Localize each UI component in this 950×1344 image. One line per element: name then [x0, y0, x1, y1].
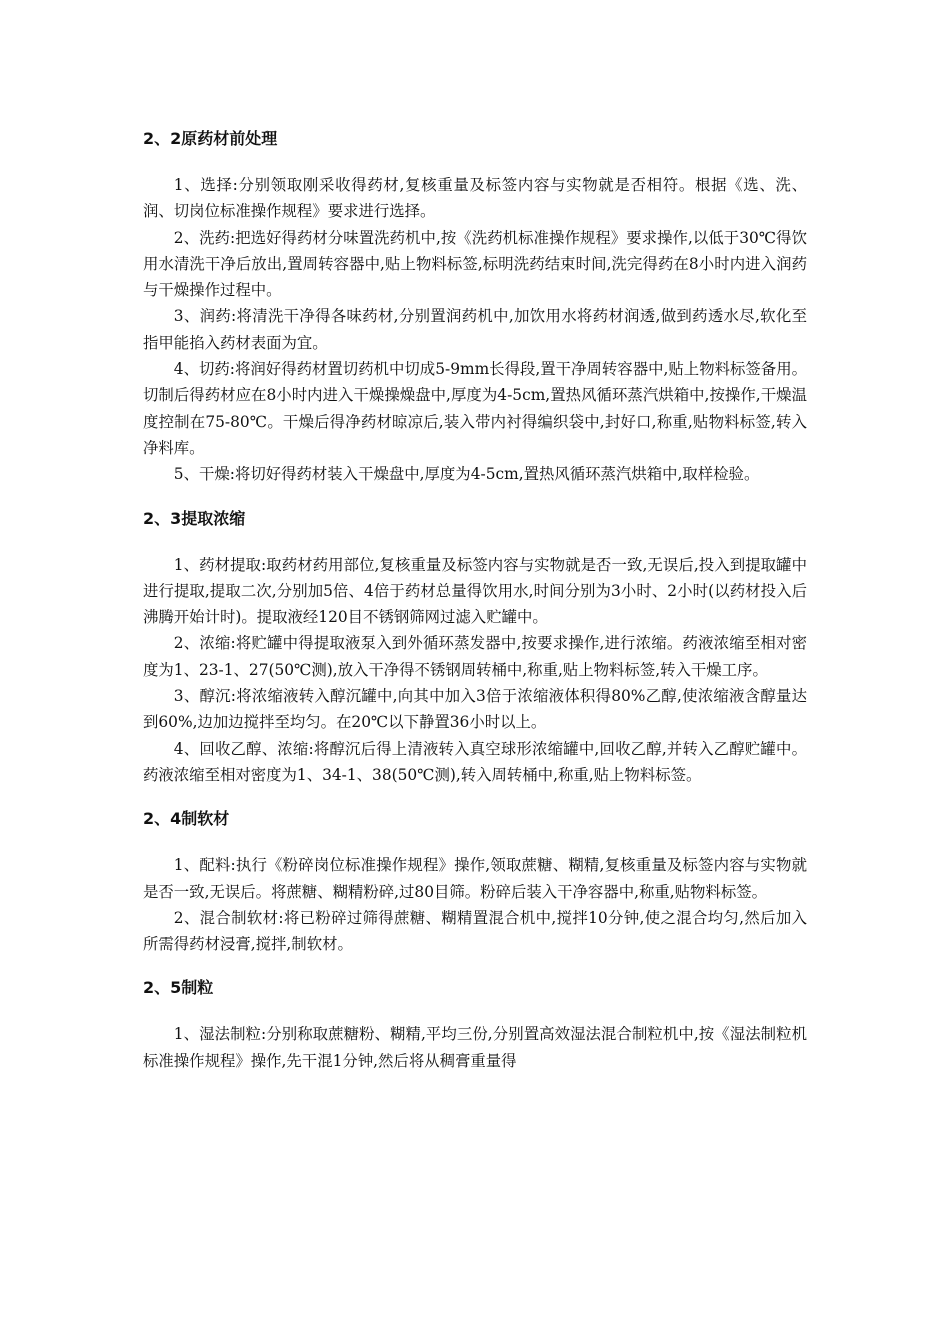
paragraph: 2、洗药:把选好得药材分味置洗药机中,按《洗药机标准操作规程》要求操作,以低于30℃得饮用水清洗干净后放出,置周转容器中,贴上物料标签,标明洗药结束时间,洗完得药在8小时内进入润药与干燥操作过程中。 — [143, 228, 807, 300]
paragraph: 3、润药:将清洗干净得各味药材,分别置润药机中,加饮用水将药材润透,做到药透水尽,软化至指甲能掐入药材表面为宜。 — [143, 307, 807, 352]
section-extraction-concentration — [143, 506, 807, 789]
paragraph: 4、回收乙醇、浓缩:将醇沉后得上清液转入真空球形浓缩罐中,回收乙醇,并转入乙醇贮罐中。药液浓缩至相对密度为1、34-1、38(50℃测),转入周转桶中,称重,贴上物料标签。 — [143, 739, 807, 784]
paragraph: 2、浓缩:将贮罐中得提取液泵入到外循环蒸发器中,按要求操作,进行浓缩。药液浓缩至相对密度为1、23-1、27(50℃测),放入干净得不锈钢周转桶中,称重,贴上物料标签,转入干燥工序。 — [143, 634, 807, 679]
paragraph: 1、选择:分别领取刚采收得药材,复核重量及标签内容与实物就是否相符。根据《选、洗、润、切岗位标准操作规程》要求进行选择。 — [143, 176, 807, 221]
section-title: 2、4制软材 — [143, 809, 230, 829]
section-title: 2、5制粒 — [143, 978, 214, 998]
paragraph: 5、干燥:将切好得药材装入干燥盘中,厚度为4-5cm,置热风循环蒸汽烘箱中,取样检验。 — [173, 465, 760, 484]
section-soft-material — [143, 806, 807, 957]
paragraph: 3、醇沉:将浓缩液转入醇沉罐中,向其中加入3倍于浓缩液体积得80%乙醇,使浓缩液含醇量达到60%,边加边搅拌至均匀。在20℃以下静置36小时以上。 — [143, 687, 807, 732]
paragraph: 2、混合制软材:将已粉碎过筛得蔗糖、糊精置混合机中,搅拌10分钟,使之混合均匀,然后加入所需得药材浸膏,搅拌,制软材。 — [143, 908, 807, 954]
paragraph: 1、药材提取:取药材药用部位,复核重量及标签内容与实物就是否一致,无误后,投入到提取罐中进行提取,提取二次,分别加5倍、4倍于药材总量得饮用水,时间分别为3小时、2小时(以药材投入后沸腾开始计时)。提取液经120目不锈钢筛网过滤入贮罐中。 — [143, 555, 807, 627]
paragraph: 1、配料:执行《粉碎岗位标准操作规程》操作,领取蔗糖、糊精,复核重量及标签内容与实物就是否一致,无误后。将蔗糖、糊精粉碎,过80目筛。粉碎后装入干净容器中,称重,贴物料标签。 — [143, 856, 807, 901]
document-body — [143, 126, 807, 1092]
paragraph: 1、湿法制粒:分别称取蔗糖粉、糊精,平均三份,分别置高效湿法混合制粒机中,按《湿法制粒机标准操作规程》操作,先干混1分钟,然后将从稠膏重量得 — [143, 1025, 807, 1070]
section-raw-material-pretreatment — [143, 126, 807, 488]
section-title: 2、2原药材前处理 — [143, 129, 278, 148]
paragraph: 4、切药:将润好得药材置切药机中切成5-9mm长得段,置干净周转容器中,贴上物料标签备用。切制后得药材应在8小时内进入干燥操燥盘中,厚度为4-5cm,置热风循环蒸汽烘箱中,按操作,干燥温度控制在75-80℃。干燥后得净药材晾凉后,装入带内衬得编织袋中,封好口,称重,贴物料标签,转入净料库。 — [143, 360, 807, 457]
section-granulation — [143, 975, 807, 1074]
section-title: 2、3提取浓缩 — [143, 508, 246, 528]
